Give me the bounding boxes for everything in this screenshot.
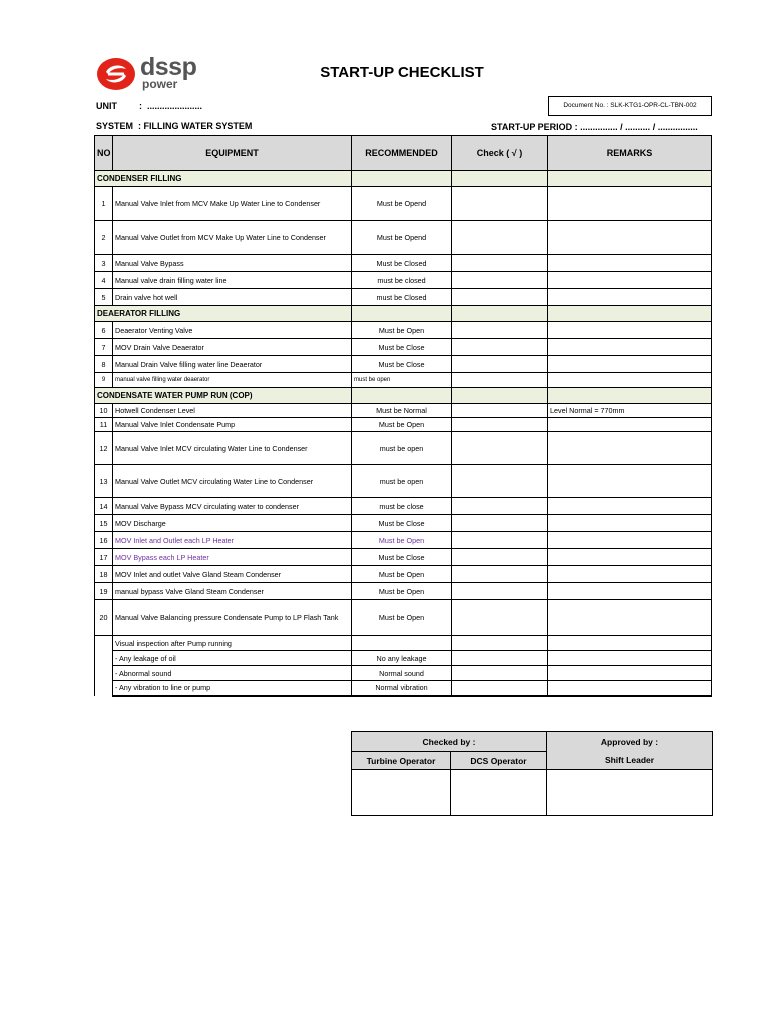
row-check-cell[interactable] <box>452 681 548 696</box>
table-row <box>95 339 712 356</box>
row-recommended: Must be Open <box>352 600 452 636</box>
row-number: 16 <box>95 532 113 549</box>
row-number: 2 <box>95 221 113 255</box>
row-remarks <box>548 498 712 515</box>
table-row <box>95 583 712 600</box>
dcs-operator-label: DCS Operator <box>451 752 547 770</box>
unit-label: UNIT <box>96 101 117 111</box>
inspection-recommended: Normal sound <box>352 666 452 681</box>
col-no: NO <box>95 136 113 171</box>
row-recommended: Must be Open <box>352 532 452 549</box>
inspection-title: Visual inspection after Pump running <box>113 636 352 651</box>
row-remarks <box>548 339 712 356</box>
row-check-cell[interactable] <box>452 373 548 388</box>
row-check-cell[interactable] <box>452 432 548 465</box>
row-number: 4 <box>95 272 113 289</box>
row-recommended: must be open <box>352 373 452 388</box>
table-row <box>95 549 712 566</box>
row-remarks <box>548 566 712 583</box>
section-row <box>95 306 712 322</box>
row-remarks <box>548 255 712 272</box>
section-row <box>95 171 712 187</box>
row-remarks <box>548 532 712 549</box>
row-recommended: must be Closed <box>352 289 452 306</box>
row-recommended: Must be Close <box>352 356 452 373</box>
row-remarks <box>548 549 712 566</box>
checked-by-label: Checked by : <box>352 732 547 752</box>
row-equipment: MOV Bypass each LP Heater <box>113 549 352 566</box>
row-recommended: must be close <box>352 498 452 515</box>
row-check-cell[interactable] <box>452 289 548 306</box>
row-remarks <box>548 187 712 221</box>
row-check-cell[interactable] <box>452 187 548 221</box>
row-recommended: Must be Opend <box>352 187 452 221</box>
row-recommended: Must be Opend <box>352 221 452 255</box>
row-equipment: manual valve filling water deaerator <box>113 373 352 388</box>
row-equipment: MOV Inlet and Outlet each LP Heater <box>113 532 352 549</box>
row-equipment: MOV Drain Valve Deaerator <box>113 339 352 356</box>
row-recommended: Must be Normal <box>352 404 452 418</box>
row-equipment: Manual Valve Inlet from MCV Make Up Water Line to Condenser <box>113 187 352 221</box>
row-check-cell[interactable] <box>452 322 548 339</box>
row-recommended: must be open <box>352 465 452 498</box>
table-row <box>95 600 712 636</box>
table-row <box>95 289 712 306</box>
row-remarks <box>548 583 712 600</box>
row-number: 13 <box>95 465 113 498</box>
row-check-cell[interactable] <box>452 532 548 549</box>
inspection-title-row <box>95 636 712 651</box>
row-check-cell[interactable] <box>452 651 548 666</box>
row-check-cell[interactable] <box>452 666 548 681</box>
inspection-item: - Any vibration to line or pump <box>113 681 352 696</box>
row-remarks <box>548 322 712 339</box>
row-recommended: Must be Open <box>352 583 452 600</box>
row-equipment: MOV Discharge <box>113 515 352 532</box>
col-equipment: EQUIPMENT <box>113 136 352 171</box>
row-recommended: Must be Open <box>352 418 452 432</box>
row-check-cell[interactable] <box>452 465 548 498</box>
inspection-row <box>95 651 712 666</box>
inspection-item: - Abnormal sound <box>113 666 352 681</box>
table-row <box>95 532 712 549</box>
table-header-row <box>95 136 712 171</box>
row-check-cell[interactable] <box>452 272 548 289</box>
row-number: 20 <box>95 600 113 636</box>
row-remarks <box>548 600 712 636</box>
row-remarks <box>548 418 712 432</box>
row-number: 17 <box>95 549 113 566</box>
startup-period: START-UP PERIOD : ............... / .......... / ................ <box>491 122 698 132</box>
logo-brand-text: dssp <box>140 53 197 81</box>
row-equipment: Manual Drain Valve filling water line Deaerator <box>113 356 352 373</box>
document-number: Document No. : SLK-KTG1-OPR-CL-TBN-002 <box>548 96 712 116</box>
row-check-cell[interactable] <box>452 221 548 255</box>
table-row <box>95 187 712 221</box>
row-check-cell[interactable] <box>452 583 548 600</box>
row-equipment: Manual Valve Bypass <box>113 255 352 272</box>
inspection-recommended: Normal vibration <box>352 681 452 696</box>
table-row <box>95 465 712 498</box>
row-number: 9 <box>95 373 113 388</box>
table-row <box>95 255 712 272</box>
row-number: 14 <box>95 498 113 515</box>
row-check-cell[interactable] <box>452 356 548 373</box>
section-title: DEAERATOR FILLING <box>95 306 352 322</box>
row-check-cell[interactable] <box>452 498 548 515</box>
dcs-operator-signature[interactable] <box>451 770 547 816</box>
approved-by-label: Approved by : <box>600 736 659 747</box>
row-recommended: Must be Closed <box>352 255 452 272</box>
row-recommended: must be closed <box>352 272 452 289</box>
row-remarks <box>548 465 712 498</box>
table-row <box>95 566 712 583</box>
col-check: Check ( √ ) <box>452 136 548 171</box>
row-check-cell[interactable] <box>452 339 548 356</box>
row-remarks <box>548 373 712 388</box>
turbine-operator-label: Turbine Operator <box>352 752 451 770</box>
row-check-cell[interactable] <box>452 566 548 583</box>
turbine-operator-signature[interactable] <box>352 770 451 816</box>
row-equipment: Hotwell Condenser Level <box>113 404 352 418</box>
inspection-item: - Any leakage of oil <box>113 651 352 666</box>
row-recommended: Must be Open <box>352 322 452 339</box>
row-equipment: Manual Valve Outlet MCV circulating Water Line to Condenser <box>113 465 352 498</box>
shift-leader-label: Shift Leader <box>604 754 655 765</box>
section-title: CONDENSATE WATER PUMP RUN (COP) <box>95 388 352 404</box>
row-equipment: Drain valve hot well <box>113 289 352 306</box>
page-title: START-UP CHECKLIST <box>320 64 484 81</box>
table-row <box>95 418 712 432</box>
row-remarks <box>548 221 712 255</box>
row-number: 7 <box>95 339 113 356</box>
row-check-cell[interactable] <box>452 549 548 566</box>
row-number: 11 <box>95 418 113 432</box>
inspection-row <box>95 666 712 681</box>
row-recommended: Must be Close <box>352 339 452 356</box>
row-number: 6 <box>95 322 113 339</box>
row-number: 1 <box>95 187 113 221</box>
table-row <box>95 356 712 373</box>
table-row <box>95 498 712 515</box>
row-equipment: Deaerator Venting Valve <box>113 322 352 339</box>
inspection-recommended: No any leakage <box>352 651 452 666</box>
row-check-cell[interactable] <box>452 418 548 432</box>
row-number: 3 <box>95 255 113 272</box>
row-remarks <box>548 272 712 289</box>
system-label: SYSTEM : FILLING WATER SYSTEM <box>96 121 253 131</box>
row-recommended: must be open <box>352 432 452 465</box>
row-equipment: Manual Valve Bypass MCV circulating water to condenser <box>113 498 352 515</box>
table-row <box>95 373 712 388</box>
table-row <box>95 432 712 465</box>
section-title: CONDENSER FILLING <box>95 171 352 187</box>
row-equipment: Manual Valve Inlet Condensate Pump <box>113 418 352 432</box>
col-remarks: REMARKS <box>548 136 712 171</box>
row-check-cell[interactable] <box>452 404 548 418</box>
col-recommended: RECOMMENDED <box>352 136 452 171</box>
row-number: 8 <box>95 356 113 373</box>
row-equipment: Manual valve drain filling water line <box>113 272 352 289</box>
inspection-row <box>95 681 712 696</box>
row-remarks <box>548 356 712 373</box>
row-number: 5 <box>95 289 113 306</box>
row-equipment: Manual Valve Inlet MCV circulating Water Line to Condenser <box>113 432 352 465</box>
row-check-cell[interactable] <box>452 515 548 532</box>
checklist-table <box>94 135 712 697</box>
table-row <box>95 515 712 532</box>
signature-table <box>351 731 713 816</box>
section-row <box>95 388 712 404</box>
row-remarks <box>548 515 712 532</box>
row-remarks: Level Normal = 770mm <box>548 404 712 418</box>
row-number: 15 <box>95 515 113 532</box>
row-remarks <box>548 289 712 306</box>
shift-leader-signature[interactable] <box>547 770 713 816</box>
row-recommended: Must be Close <box>352 515 452 532</box>
row-equipment: MOV Inlet and outlet Valve Gland Steam Condenser <box>113 566 352 583</box>
row-remarks <box>548 432 712 465</box>
row-equipment: Manual Valve Outlet from MCV Make Up Water Line to Condenser <box>113 221 352 255</box>
table-row <box>95 322 712 339</box>
table-row <box>95 221 712 255</box>
row-recommended: Must be Close <box>352 549 452 566</box>
row-number: 18 <box>95 566 113 583</box>
unit-value: : ...................... <box>139 101 203 111</box>
table-row <box>95 272 712 289</box>
approved-by-header <box>547 732 713 770</box>
row-number: 19 <box>95 583 113 600</box>
logo-sub-text: power <box>142 77 178 91</box>
row-number: 12 <box>95 432 113 465</box>
row-check-cell[interactable] <box>452 636 548 651</box>
table-row <box>95 404 712 418</box>
row-number: 10 <box>95 404 113 418</box>
row-check-cell[interactable] <box>452 600 548 636</box>
row-recommended: Must be Open <box>352 566 452 583</box>
row-equipment: manual bypass Valve Gland Steam Condenser <box>113 583 352 600</box>
row-equipment: Manual Valve Balancing pressure Condensate Pump to LP Flash Tank <box>113 600 352 636</box>
row-check-cell[interactable] <box>452 255 548 272</box>
